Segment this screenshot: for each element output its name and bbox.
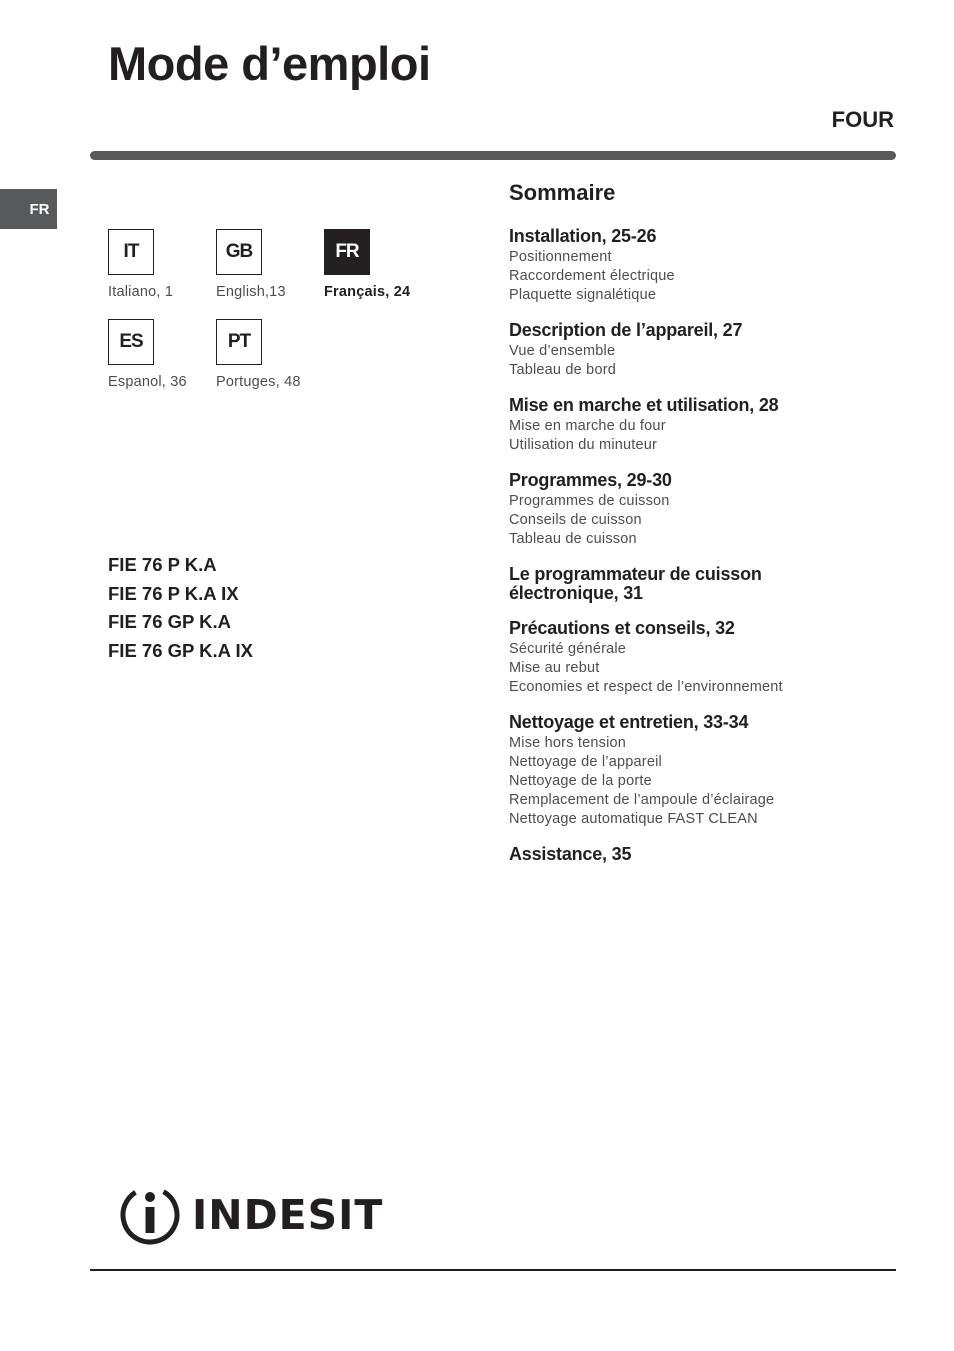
toc-section — [509, 396, 909, 455]
indesit-logo-icon — [118, 1183, 182, 1247]
language-code-box: FR — [324, 229, 370, 275]
toc-item: Tableau de bord — [509, 362, 616, 378]
language-it[interactable] — [108, 229, 218, 300]
page-title: Mode d’emploi — [108, 37, 431, 90]
table-of-contents — [509, 180, 909, 880]
toc-section-heading: Mise en marche et utilisation, 28 — [509, 395, 779, 415]
toc-section-heading: Description de l’appareil, 27 — [509, 320, 743, 340]
toc-section — [509, 321, 909, 380]
toc-section-heading: Précautions et conseils, 32 — [509, 618, 735, 638]
toc-item: Tableau de cuisson — [509, 531, 637, 547]
toc-section-heading: Programmes, 29-30 — [509, 470, 672, 490]
language-label: Portuges, 48 — [216, 374, 301, 390]
toc-item: Nettoyage de l’appareil — [509, 754, 662, 770]
toc-section — [509, 713, 909, 829]
model-list — [108, 551, 253, 665]
product-type: FOUR — [831, 107, 894, 132]
language-code-box: ES — [108, 319, 154, 365]
toc-item: Vue d’ensemble — [509, 343, 616, 359]
toc-section — [509, 845, 909, 864]
brand-wordmark: INDESIT — [192, 1191, 384, 1239]
toc-section — [509, 471, 909, 549]
language-gb[interactable] — [216, 229, 326, 300]
toc-item: Nettoyage de la porte — [509, 773, 652, 789]
toc-item: Conseils de cuisson — [509, 512, 642, 528]
brand-logo — [118, 1183, 383, 1247]
language-code-box: GB — [216, 229, 262, 275]
language-code-box: IT — [108, 229, 154, 275]
language-es[interactable] — [108, 319, 218, 390]
language-fr[interactable] — [324, 229, 434, 300]
toc-sections — [509, 227, 909, 864]
language-label: English,13 — [216, 284, 286, 300]
language-pt[interactable] — [216, 319, 326, 390]
toc-item: Programmes de cuisson — [509, 493, 670, 509]
toc-section-heading: Installation, 25-26 — [509, 226, 657, 246]
toc-item: Sécurité générale — [509, 641, 627, 657]
toc-section — [509, 227, 909, 305]
toc-title: Sommaire — [509, 180, 616, 205]
language-code-box: PT — [216, 319, 262, 365]
toc-item: Plaquette signalétique — [509, 287, 657, 303]
toc-item: Mise en marche du four — [509, 418, 666, 434]
bottom-divider — [90, 1269, 896, 1271]
model-name: FIE 76 GP K.A — [108, 611, 232, 632]
toc-item: Nettoyage automatique FAST CLEAN — [509, 811, 758, 827]
toc-item: Utilisation du minuteur — [509, 437, 658, 453]
model-name: FIE 76 GP K.A IX — [108, 639, 253, 661]
toc-section-heading: Le programmateur de cuisson électronique, 31 — [509, 564, 762, 603]
toc-item: Remplacement de l’ampoule d’éclairage — [509, 792, 775, 808]
toc-section-heading: Assistance, 35 — [509, 844, 632, 864]
toc-item: Raccordement électrique — [509, 268, 675, 284]
language-label: Français, 24 — [324, 284, 411, 300]
language-label: Italiano, 1 — [108, 284, 174, 300]
toc-item: Positionnement — [509, 249, 612, 265]
toc-item: Mise hors tension — [509, 735, 627, 751]
top-divider — [90, 151, 896, 160]
toc-section — [509, 619, 909, 697]
model-name: FIE 76 P K.A — [108, 554, 217, 575]
toc-section — [509, 565, 909, 603]
toc-item: Economies et respect de l’environnement — [509, 679, 783, 695]
language-label: Espanol, 36 — [108, 374, 187, 390]
language-side-tab: FR — [0, 189, 57, 229]
toc-section-heading: Nettoyage et entretien, 33-34 — [509, 712, 749, 732]
toc-item: Mise au rebut — [509, 660, 600, 676]
model-name: FIE 76 P K.A IX — [108, 582, 239, 604]
